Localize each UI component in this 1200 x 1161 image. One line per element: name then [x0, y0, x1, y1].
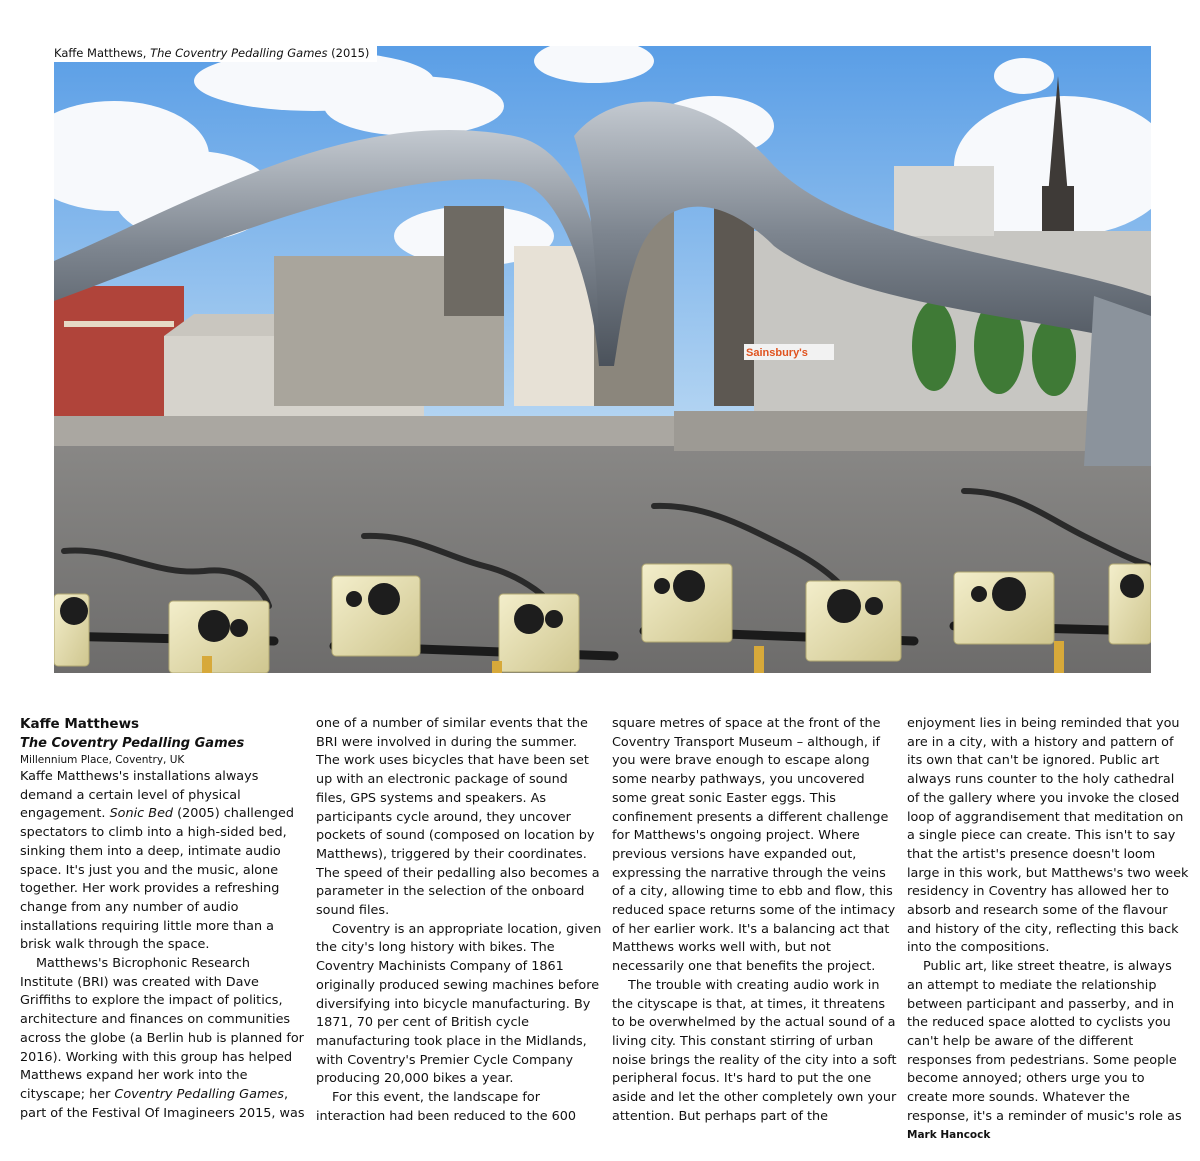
photo-scene — [54, 46, 1151, 673]
article-column-3 — [612, 715, 898, 1126]
paragraph-4: square metres of space at the front of the Coventry Transport Museum – although, if you were brave enough to escape along some nearby pathways, you uncovered some great sonic Easter eggs. This confinement presents a different challenge for Matthews's ongoing project. Where previous versions have expanded out, expressing the narrative through the veins of a city, allowing time to ebb and flow, this reduced space returns some of the intimacy of her earlier work. It's a balancing act that Matthews works well with, but not necessarily one that benefits the project. — [612, 716, 896, 975]
installation-photo — [54, 46, 1151, 673]
photo-caption — [54, 44, 377, 62]
shop-sign: Sainsbury's — [746, 347, 808, 359]
paragraph-1: Kaffe Matthews's installations always demand a certain level of physical engagement. Sonic Bed (2005) challenged spectators to climb into a high-sided bed, sinking them into a deep, intimate audio space. It's just you and the music, alone together. Her work provides a refreshing change from any number of audio installations requiring little more than a brisk walk through the space. — [20, 769, 294, 953]
caption-title: The Coventry Pedalling Games — [150, 46, 328, 60]
paragraph-4: For this event, the landscape for interaction had been reduced to the 600 — [316, 1090, 577, 1124]
caption-year: (2015) — [331, 46, 370, 60]
article-work-title: The Coventry Pedalling Games — [20, 736, 245, 751]
article-location: Millennium Place, Coventry, UK — [20, 754, 185, 766]
article-column-1 — [20, 715, 306, 1123]
paragraph-5: The trouble with creating audio work in the cityscape is that, at times, it threatens to be overwhelmed by the actual sound of a living city. This constant stirring of urban noise brings the reality of the city into a soft peripheral focus. It's hard to put the one aside and let the other completely own your attention. But perhaps part of the — [612, 977, 897, 1124]
article-artist: Kaffe Matthews — [20, 716, 140, 732]
paragraph-2-continued: one of a number of similar events that the BRI were involved in during the summer. The work uses bicycles that have been set up with an electronic package of sound files, GPS systems and speakers. As participants cycle around, they uncover pockets of sound (composed on location by Matthews), triggered by their coordinates. The speed of their pedalling also becomes a parameter in the selection of the onboard sound files. — [316, 716, 600, 919]
paragraph-3: Coventry is an appropriate location, given the city's long history with bikes. The Coventry Machinists Company of 1861 originally produced sewing machines before diversifying into bicycle manufacturing. By 1871, 70 per cent of British cycle manufacturing took place in the Midlands, with Coventry's Premier Cycle Company producing 20,000 bikes a year. — [316, 921, 602, 1087]
paragraph-5: enjoyment lies in being reminded that you are in a city, with a history and pattern of its own that can't be ignored. Public art always runs counter to the holy cathedral of the gallery where you invoke the closed loop of aggrandisement that meditation on a single piece can create. This isn't to say that the artist's presence doesn't loom large in this work, but Matthews's two week residency in Coventry has allowed her to absorb and research some of the flavour and history of the city, reflecting this back into the compositions. — [907, 716, 1189, 956]
article-column-2 — [316, 715, 602, 1126]
paragraph-2: Matthews's Bicrophonic Research Institute (BRI) was created with Dave Griffiths to explore the impact of politics, architecture and finances on communities across the globe (a Berlin hub is planned for 2016). Working with this group has helped Matthews expand her work into the cityscape; her Coventry Pedalling Games, part of the Festival Of Imagineers 2015, was — [20, 956, 305, 1121]
paragraph-6: Public art, like street theatre, is always an attempt to mediate the relationship between participant and passerby, and in the reduced space alotted to cyclists you can't help be aware of the different responses from pedestrians. Some people become annoyed; others urge you to create more sounds. Whatever the response, it's a reminder of music's role as — [907, 959, 1182, 1124]
author-signature: Mark Hancock — [907, 1129, 991, 1142]
article-column-4 — [907, 715, 1189, 1144]
caption-artist: Kaffe Matthews, — [54, 46, 147, 60]
